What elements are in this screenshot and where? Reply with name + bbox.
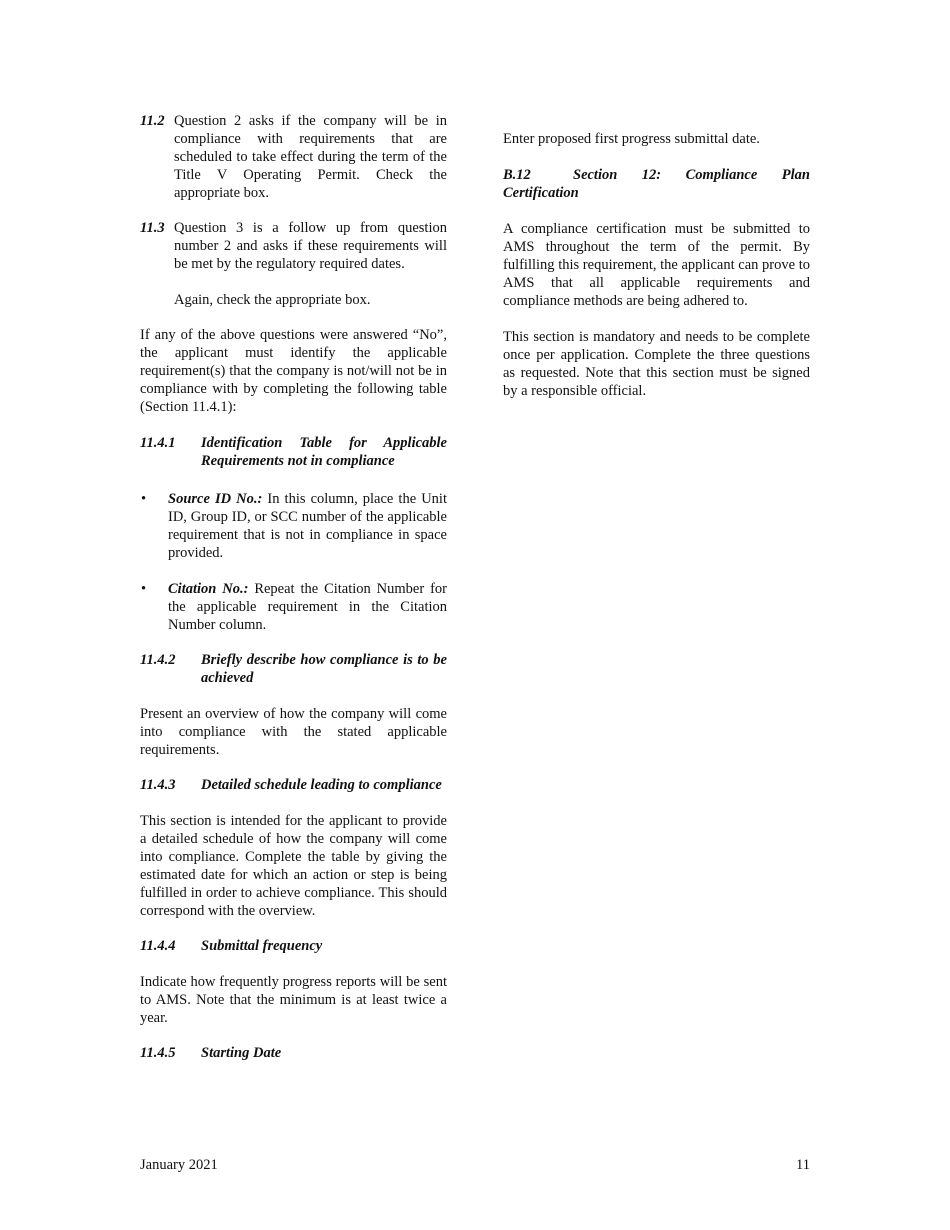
heading-number: 11.4.2 [140,652,176,668]
paragraph-11-4-4: Indicate how frequently progress reports will be sent to AMS. Note that the minimum is at least twice a year. [140,974,447,1026]
paragraph-certification: A compliance certification must be submitted to AMS throughout the term of the permit. By fulfilling this requirement, the applicant can prove to AMS that all applicable requirements and compliance methods are being adhered to. [503,221,810,309]
heading-number: 11.4.3 [140,777,176,793]
heading-title: Submittal frequency [201,938,323,954]
item-11-3-followup: Again, check the appropriate box. [174,292,371,308]
heading-11-4-4 [140,937,447,955]
item-number: 11.2 [140,113,165,129]
bullet-text: Repeat the Citation Number for the applicable requirement in the Citation Number column. [168,581,447,633]
heading-title: Briefly describe how compliance is to be achieved [201,652,447,686]
heading-11-4-5 [140,1044,447,1062]
left-column [140,112,447,1062]
heading-11-4-2 [140,651,447,687]
paragraph-11-4-2: Present an overview of how the company will come into compliance with the stated applicable requirements. [140,706,447,758]
bullet-term: Citation No.: [168,581,249,597]
page-number: 11 [796,1157,810,1173]
bullet-text: In this column, place the Unit ID, Group ID, or SCC number of the applicable requirement that is not in compliance in space provided. [168,491,447,561]
item-number: 11.3 [140,220,165,236]
right-column [503,130,810,400]
heading-title: Starting Date [201,1045,282,1061]
heading-title: Detailed schedule leading to compliance [201,777,442,793]
bullet-icon: • [141,491,147,507]
paragraph-mandatory: This section is mandatory and needs to be complete once per application. Complete the three questions as requested. Note that this section must be signed by a responsible official. [503,329,810,399]
heading-b12 [503,166,810,202]
footer-date: January 2021 [140,1157,218,1173]
bullet-source-id [140,490,447,562]
heading-number: 11.4.1 [140,435,176,451]
heading-title: Identification Table for Applicable Requirements not in compliance [201,435,447,469]
paragraph-start-date: Enter proposed first progress submittal date. [503,131,760,147]
bullet-citation-no [140,580,447,634]
bullet-icon: • [141,581,147,597]
heading-title: Section 12: Compliance Plan Certification [503,167,810,201]
heading-number: 11.4.5 [140,1045,176,1061]
heading-number: B.12 [503,167,531,183]
item-text: Question 3 is a follow up from question number 2 and asks if these requirements will be met by the regulatory required dates. [174,220,447,272]
item-11-3 [140,219,447,273]
heading-11-4-1 [140,434,447,470]
heading-11-4-3 [140,776,447,794]
item-11-2 [140,112,447,202]
item-text: Question 2 asks if the company will be in compliance with requirements that are scheduled to take effect during the term of the Title V Operating Permit. Check the appropriate box. [174,113,447,201]
heading-number: 11.4.4 [140,938,176,954]
bullet-term: Source ID No.: [168,491,263,507]
paragraph-11-4-3: This section is intended for the applicant to provide a detailed schedule of how the company will come into compliance. Complete the table by giving the estimated date for which an action or step is being fulfilled in order to achieve compliance. This should correspond with the overview. [140,813,447,919]
intro-paragraph: If any of the above questions were answered “No”, the applicant must identify the applicable requirement(s) that the company is not/will not be in compliance with by completing the following table (Section 11.4.1): [140,327,447,415]
